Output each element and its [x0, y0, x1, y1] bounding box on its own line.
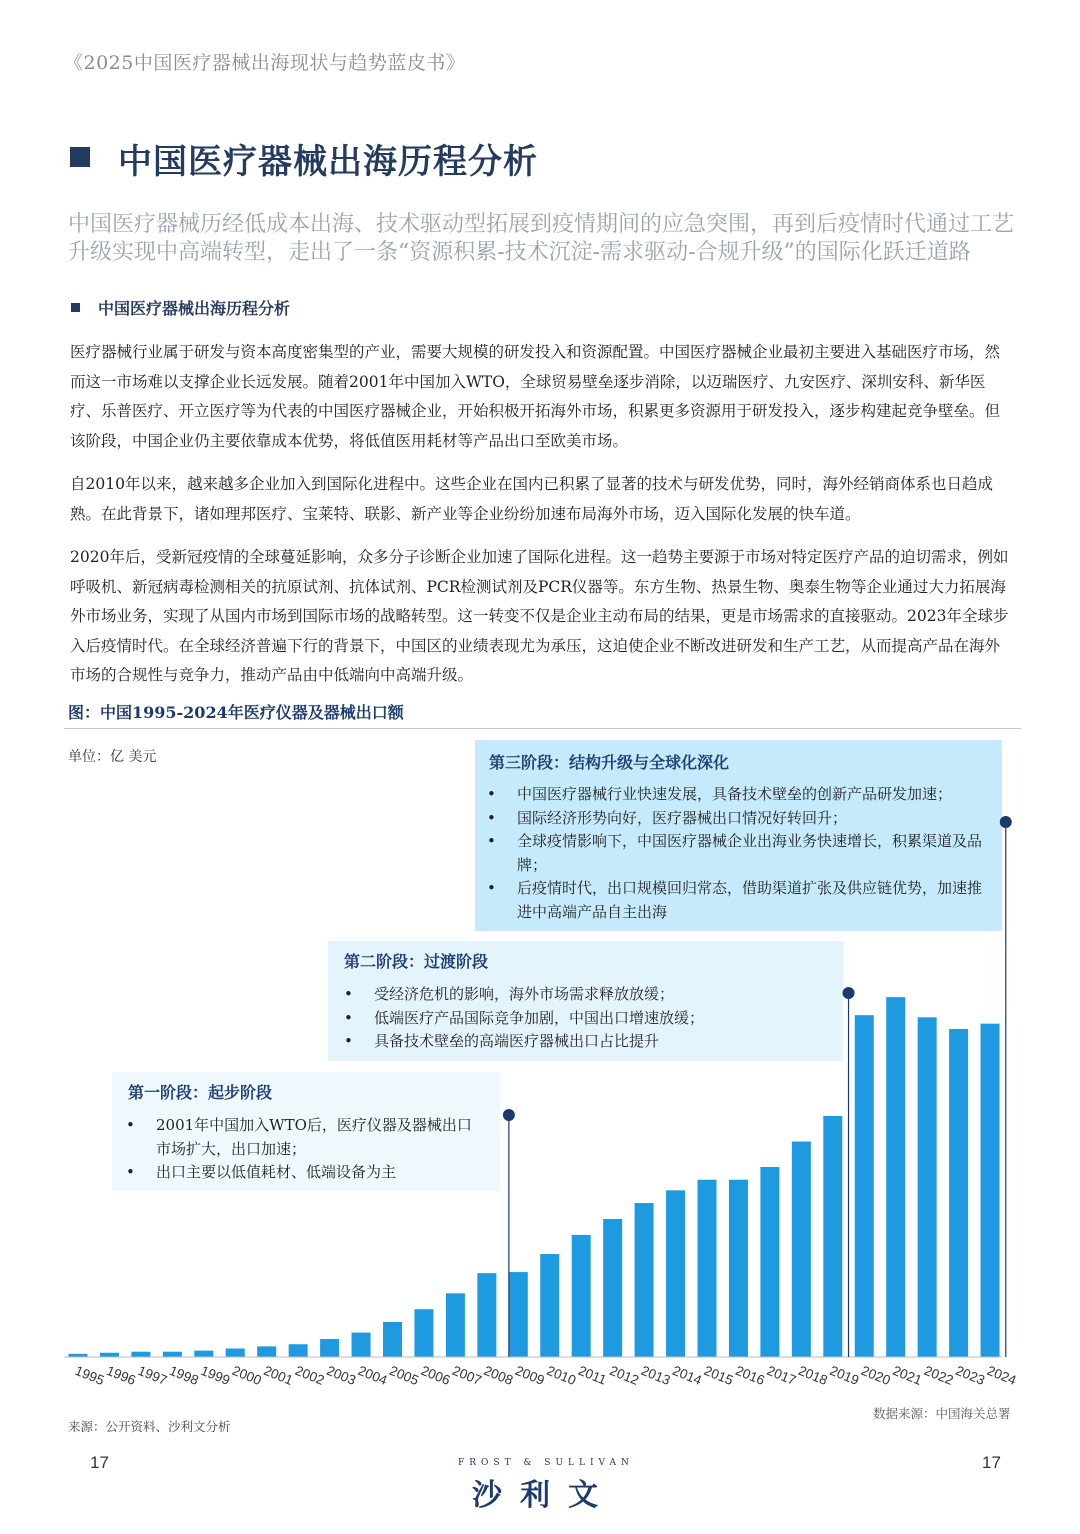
stage-3-title: 第三阶段：结构升级与全球化深化 — [489, 753, 730, 772]
x-tick-label: 2023 — [953, 1362, 987, 1389]
x-tick-label: 2004 — [355, 1362, 390, 1389]
logo-text-en: FROST & SULLIVAN — [458, 1458, 634, 1468]
bar-2002 — [289, 1344, 308, 1357]
x-tick-label: 2006 — [418, 1362, 453, 1389]
x-tick-label: 2019 — [827, 1362, 862, 1389]
x-tick-label: 2002 — [293, 1362, 327, 1389]
x-tick-label: 2009 — [513, 1362, 547, 1389]
bar-2022 — [918, 1017, 937, 1357]
x-tick-label: 2014 — [670, 1362, 704, 1389]
x-tick-label: 2000 — [230, 1362, 264, 1389]
x-tick-label: 2020 — [859, 1362, 893, 1389]
bar-1998 — [163, 1352, 182, 1357]
bar-2019 — [823, 1116, 842, 1357]
x-tick-label: 2007 — [450, 1362, 484, 1389]
bar-2020 — [855, 1015, 874, 1357]
page-number-right: 17 — [982, 1453, 1001, 1472]
stage-3-bullet: • 全球疫情影响下，中国医疗器械企业出海业务快速增长，积累渠道及品牌； — [487, 830, 987, 877]
figure-title: 图：中国1995-2024年医疗仪器及器械出口额 — [68, 703, 404, 722]
x-tick-label: 2017 — [764, 1362, 799, 1389]
stage-3-bullet: • 国际经济形势向好，医疗器械出口情况好转回升； — [487, 807, 987, 831]
stage-3-bullet: • 中国医疗器械行业快速发展，具备技术壁垒的创新产品研发加速； — [487, 783, 987, 807]
x-tick-label: 2012 — [607, 1362, 642, 1389]
x-tick-label: 2022 — [922, 1362, 956, 1389]
logo-text-cn: 沙利文 — [472, 1478, 616, 1513]
x-tick-label: 2011 — [576, 1362, 609, 1388]
x-tick-label: 1997 — [135, 1362, 170, 1389]
page-number-left: 17 — [90, 1453, 109, 1472]
x-tick-label: 1996 — [104, 1362, 138, 1389]
bar-2007 — [446, 1293, 465, 1357]
section-title: 中国医疗器械出海历程分析 — [98, 299, 291, 318]
report-title: 《2025中国医疗器械出海现状与趋势蓝皮书》 — [64, 52, 466, 74]
figure-data-source: 数据来源：中国海关总署 — [873, 1406, 1011, 1421]
x-tick-label: 2010 — [544, 1362, 579, 1389]
bar-1999 — [194, 1351, 213, 1357]
bar-2014 — [666, 1190, 685, 1357]
bar-2009 — [509, 1272, 528, 1357]
paragraph-2: 自2010年以来，越来越多企业加入到国际化进程中。这些企业在国内已积累了显著的技术与研发优势，同时，海外经销商体系也日趋成熟。在此背景下，诸如理邦医疗、宝莱特、联影、新产业等企业纷纷加速布局海外市场，迈入国际化发展的快车道。 — [70, 475, 993, 523]
stage-2-bullet: • 低端医疗产品国际竞争加剧，中国出口增速放缓； — [344, 1007, 834, 1031]
stage-2-bullet: • 受经济危机的影响，海外市场需求释放放缓； — [344, 983, 834, 1007]
bar-1997 — [131, 1352, 150, 1357]
bar-2018 — [792, 1142, 811, 1358]
bar-2005 — [383, 1322, 402, 1357]
bar-2003 — [320, 1339, 339, 1357]
stage-1-bullet: • 出口主要以低值耗材、低端设备为主 — [126, 1161, 486, 1185]
bar-2012 — [603, 1219, 622, 1357]
bar-2024 — [981, 1024, 1000, 1357]
bar-2016 — [729, 1180, 748, 1357]
bar-2017 — [760, 1167, 779, 1357]
x-tick-label: 2015 — [701, 1362, 736, 1389]
stage-3-marker — [1000, 816, 1012, 1357]
bar-2006 — [414, 1309, 433, 1357]
x-tick-label: 2018 — [796, 1362, 830, 1389]
page-heading: 中国医疗器械出海历程分析 — [118, 142, 538, 182]
bar-2000 — [226, 1349, 245, 1357]
bar-2023 — [949, 1029, 968, 1357]
stage-2-title: 第二阶段：过渡阶段 — [344, 952, 489, 971]
x-tick-label: 1995 — [72, 1362, 107, 1389]
x-tick-label: 1999 — [198, 1362, 233, 1389]
paragraph-3: 2020年后，受新冠疫情的全球蔓延影响，众多分子诊断企业加速了国际化进程。这一趋势主要源于市场对特定医疗产品的迫切需求，例如呼吸机、新冠病毒检测相关的抗原试剂、抗体试剂、PCR检测试剂及PCR仪器等。东方生物、热景生物、奥泰生物等企业通过大力拓展海外市场业务，实现了从国内市场到国际市场的战略转型。这一转变不仅是企业主动布局的结果，更是市场需求的直接驱动。2023年全球步入后疫情时代。在全球经济普遍下行的背景下，中国区的业绩表现尤为承压，这迫使企业不断改进研发和生产工艺，从而提高产品在海外市场的合规性与竞争力，推动产品由中低端向中高端升级。 — [70, 548, 1009, 684]
bar-2010 — [540, 1254, 559, 1357]
x-tick-label: 2024 — [984, 1362, 1019, 1389]
page-subtitle: 中国医疗器械历经低成本出海、技术驱动型拓展到疫情期间的应急突围，再到后疫情时代通过工艺升级实现中高端转型，走出了一条“资源积累-技术沉淀-需求驱动-合规升级”的国际化跃迁道路 — [68, 212, 1015, 265]
stage-2-bullet: • 具备技术壁垒的高端医疗器械出口占比提升 — [344, 1030, 834, 1054]
x-tick-label: 1998 — [167, 1362, 201, 1389]
bar-1996 — [100, 1353, 119, 1357]
stage-2-marker — [843, 987, 855, 1357]
bar-2021 — [886, 997, 905, 1357]
chart-unit: 单位：亿 美元 — [68, 749, 157, 765]
x-tick-label: 2003 — [324, 1362, 358, 1389]
x-tick-label: 2005 — [387, 1362, 421, 1389]
stage-1-title: 第一阶段：起步阶段 — [128, 1083, 273, 1102]
paragraph-1: 医疗器械行业属于研发与资本高度密集型的产业，需要大规模的研发投入和资源配置。中国医疗器械企业最初主要进入基础医疗市场，然而这一市场难以支撑企业长远发展。随着2001年中国加入WTO，全球贸易壁垒逐步消除，以迈瑞医疗、九安医疗、深圳安科、新华医疗、乐普医疗、开立医疗等为代表的中国医疗器械企业，开始积极开拓海外市场，积累更多资源用于研发投入，逐步构建起竞争壁垒。但该阶段，中国企业仍主要依靠成本优势，将低值医用耗材等产品出口至欧美市场。 — [70, 343, 1001, 450]
bar-2001 — [257, 1346, 276, 1357]
bar-2013 — [635, 1203, 654, 1357]
bar-2008 — [477, 1273, 496, 1357]
figure-source: 来源：公开资料、沙利文分析 — [68, 1419, 231, 1434]
bar-2011 — [572, 1235, 591, 1357]
x-tick-label: 2016 — [733, 1362, 767, 1389]
x-tick-label: 2001 — [261, 1362, 296, 1389]
x-tick-label: 2021 — [890, 1362, 925, 1389]
stage-1-bullet: • 2001年中国加入WTO后，医疗仪器及器械出口市场扩大，出口加速； — [126, 1114, 486, 1161]
x-tick-label: 2013 — [638, 1362, 673, 1389]
bar-2015 — [698, 1180, 717, 1357]
stage-3-bullet: • 后疫情时代，出口规模回归常态，借助渠道扩张及供应链优势，加速推进中高端产品自主出海 — [487, 877, 987, 924]
x-tick-label: 2008 — [481, 1362, 516, 1389]
bar-2004 — [352, 1333, 371, 1357]
